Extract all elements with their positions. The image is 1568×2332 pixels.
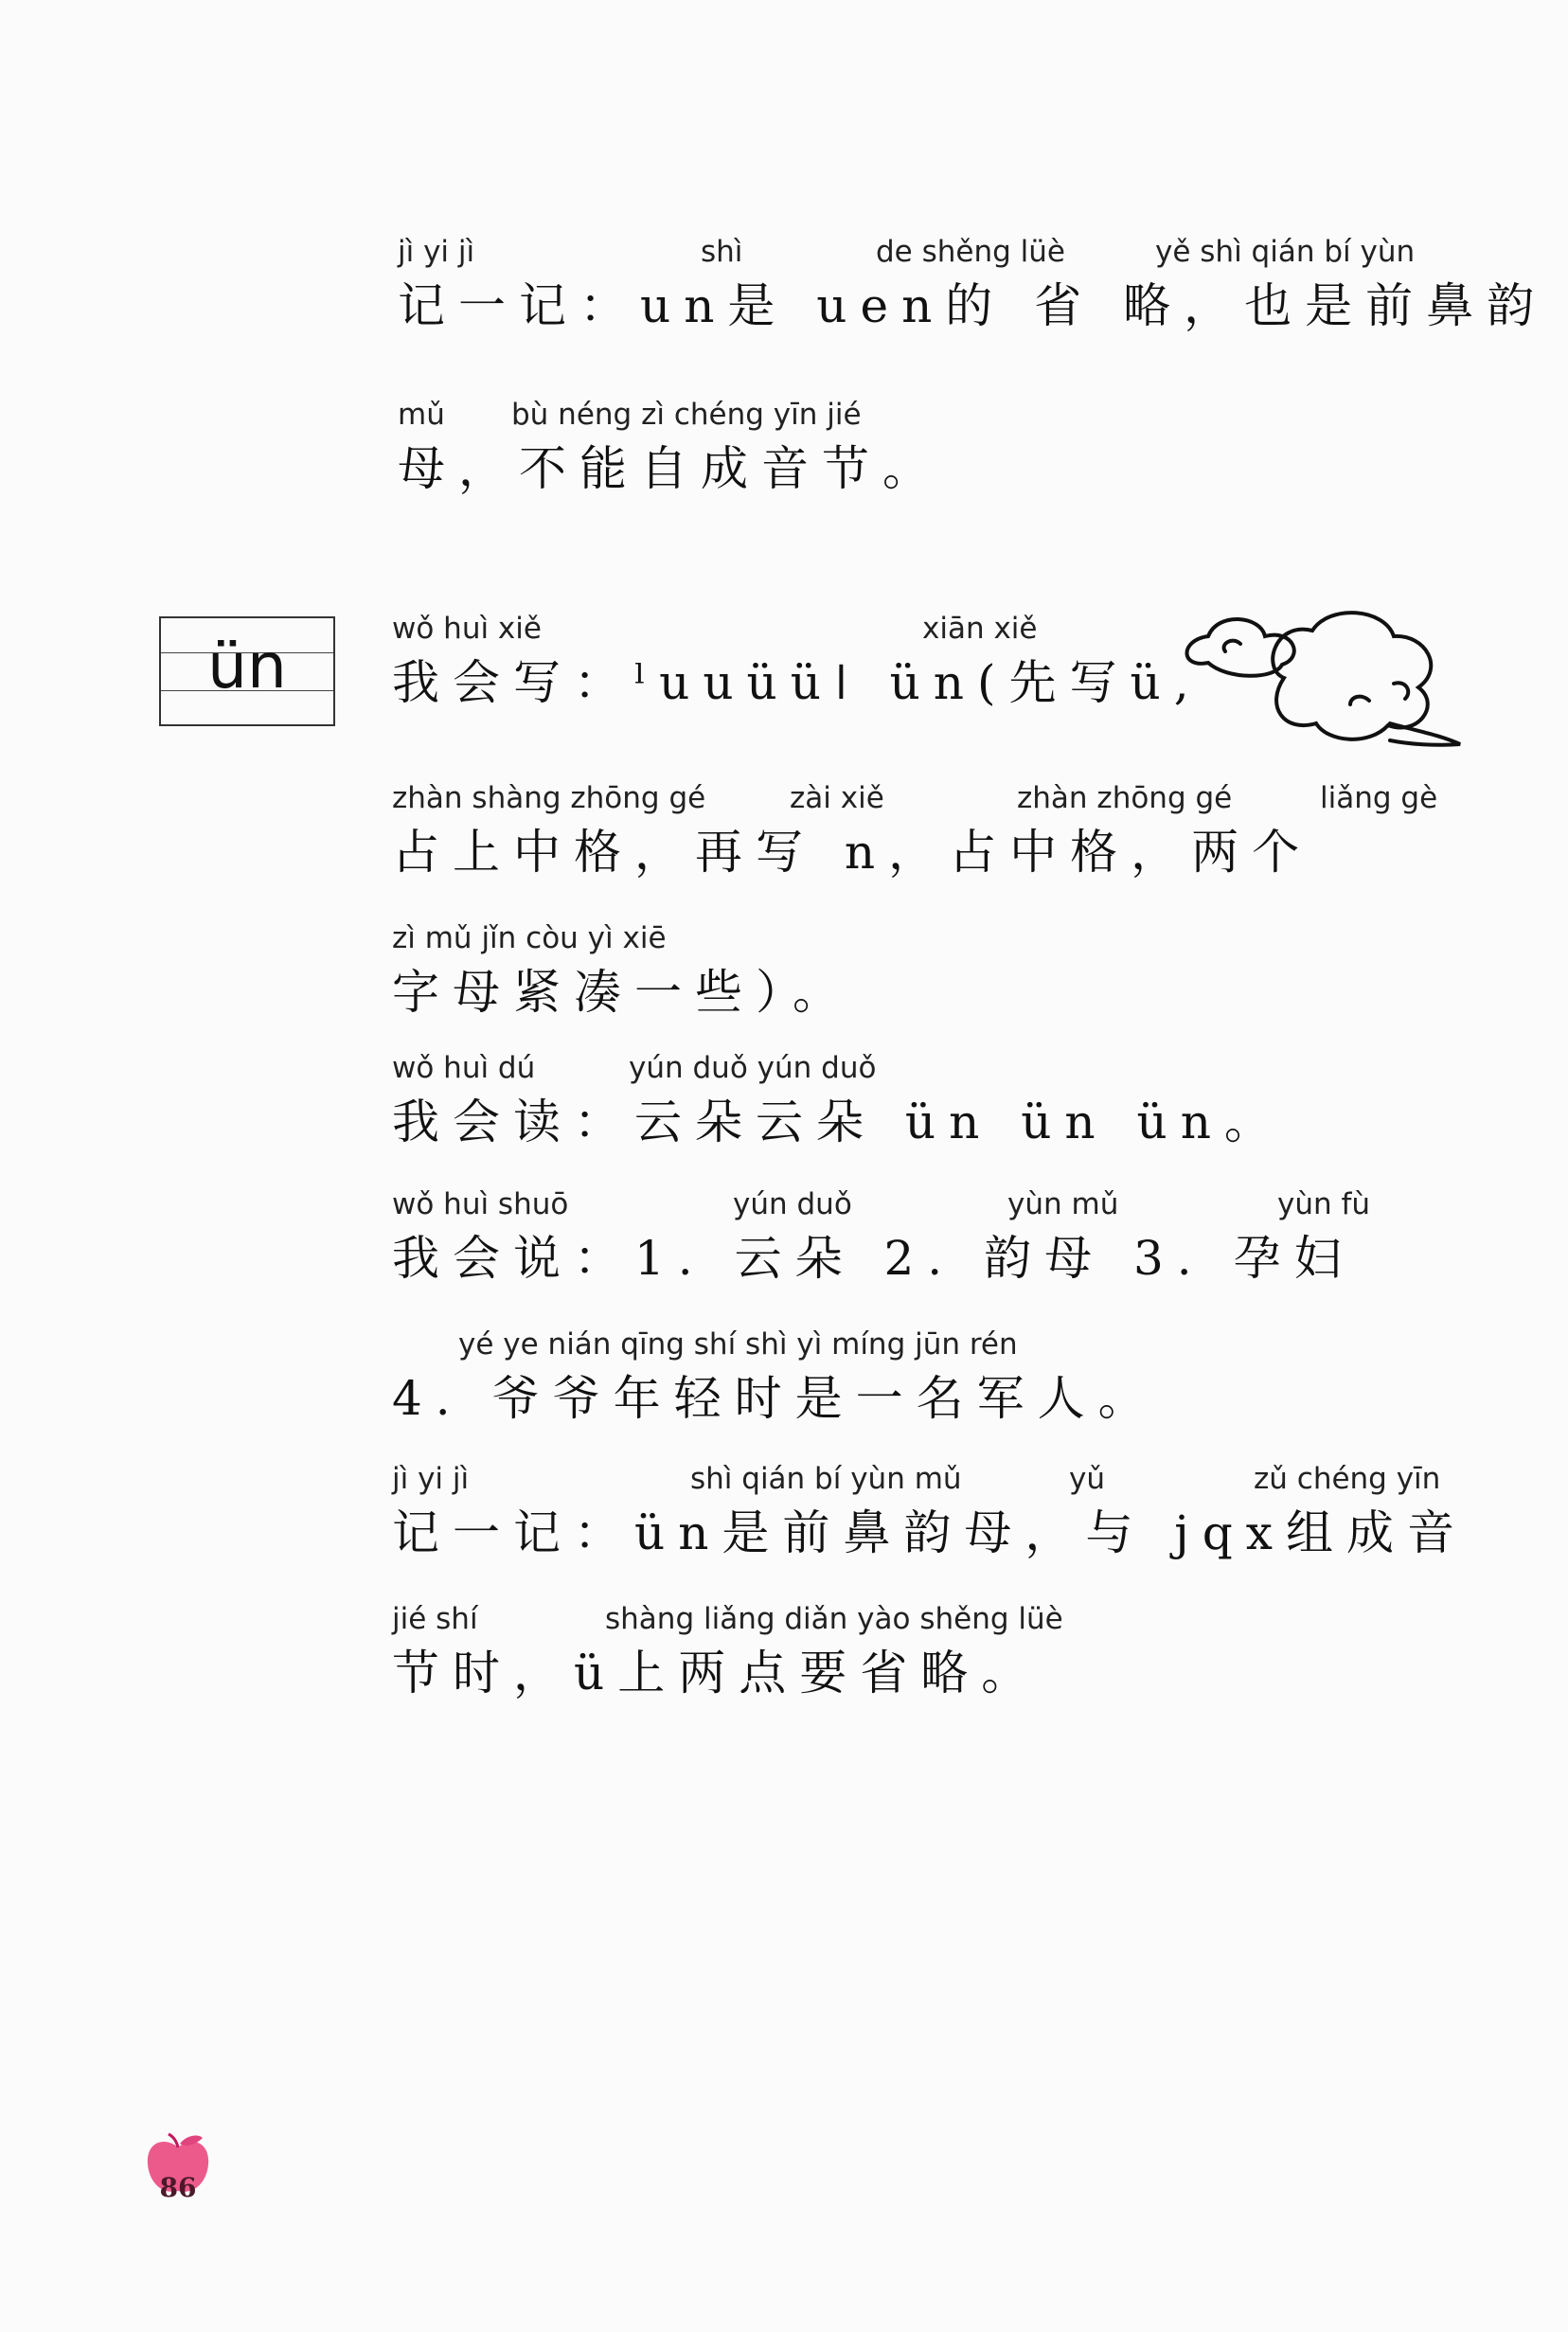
pinyin-text: yě shì qián bí yùn — [1155, 235, 1416, 269]
text-line: 母，不能自成音节。 — [398, 441, 943, 496]
pinyin-text: shì — [701, 235, 743, 269]
text-line: 节时，ü上两点要省略。 — [392, 1646, 1042, 1700]
pinyin-text: zhàn zhōng gé — [1017, 781, 1233, 815]
pinyin-text: wǒ huì xiě — [392, 612, 542, 646]
pinyin-line — [392, 1327, 1481, 1365]
speaking-paragraph — [392, 1187, 1481, 1432]
pinyin-text: zǔ chéng yīn — [1254, 1462, 1441, 1496]
reading-paragraph — [392, 1051, 1481, 1155]
pinyin-text: de shěng lüè — [876, 235, 1065, 269]
pinyin-text: mǔ — [398, 398, 445, 432]
pinyin-text: jì yi jì — [392, 1462, 470, 1496]
pinyin-text: xiān xiě — [922, 612, 1038, 646]
pinyin-text: zhàn shàng zhōng gé — [392, 781, 706, 815]
text-line: 字母紧凑一些）。 — [392, 965, 853, 1020]
text-line: 我会说：1. 云朵 2. 韵母 3. 孕妇 — [392, 1231, 1355, 1286]
pinyin-text: wǒ huì dú — [392, 1051, 536, 1085]
text-line: 4. 爷爷年轻时是一名军人。 — [392, 1371, 1159, 1426]
pinyin-text: zì mǔ jǐn còu yì xiē — [392, 921, 667, 955]
pinyin-text: wǒ huì shuō — [392, 1187, 569, 1221]
text-line: 记一记：ün是前鼻韵母，与 jqx组成音 — [392, 1505, 1469, 1560]
pinyin-text: yùn mǔ — [1007, 1187, 1119, 1221]
pinyin-text: shì qián bí yùn mǔ — [690, 1462, 962, 1496]
pinyin-line — [392, 1051, 1481, 1089]
pinyin-text: yùn fù — [1277, 1187, 1371, 1221]
pinyin-text: zài xiě — [790, 781, 884, 815]
text-line: 记一记：un是 uen的 省 略，也是前鼻韵 — [398, 278, 1548, 333]
pinyin-text: yǔ — [1069, 1462, 1105, 1496]
pinyin-line — [392, 1602, 1481, 1640]
pinyin-text: yé ye nián qīng shí shì yì míng jūn rén — [458, 1327, 1018, 1362]
cloud-illustration — [1170, 602, 1473, 754]
pinyin-line — [398, 398, 1487, 436]
pinyin-line — [392, 1187, 1481, 1225]
pinyin-text: yún duǒ yún duǒ — [629, 1051, 877, 1085]
pinyin-line — [398, 235, 1487, 273]
text-line: 我会写：ˡuuüüǀ ün(先写ü, — [392, 655, 1203, 710]
page-number: 86 — [159, 2172, 197, 2203]
grid-letters: ün — [207, 630, 287, 703]
text-line: 我会读：云朵云朵 ün ün ün。 — [392, 1095, 1285, 1149]
letter-writing-grid — [159, 616, 335, 726]
pinyin-text: jì yi jì — [398, 235, 475, 269]
pinyin-text: liǎng gè — [1320, 781, 1438, 815]
pinyin-line — [392, 781, 1481, 819]
note-paragraph-2 — [392, 1462, 1481, 1706]
pinyin-line — [392, 1462, 1481, 1500]
pinyin-line — [392, 921, 1481, 959]
pinyin-text: yún duǒ — [733, 1187, 852, 1221]
note-paragraph-1 — [398, 235, 1548, 502]
pinyin-text: bù néng zì chéng yīn jié — [511, 398, 862, 432]
pinyin-text: shàng liǎng diǎn yào shěng lüè — [605, 1602, 1063, 1636]
pinyin-text: jié shí — [392, 1602, 478, 1636]
text-line: 占上中格，再写 n，占中格，两个 — [392, 825, 1313, 880]
